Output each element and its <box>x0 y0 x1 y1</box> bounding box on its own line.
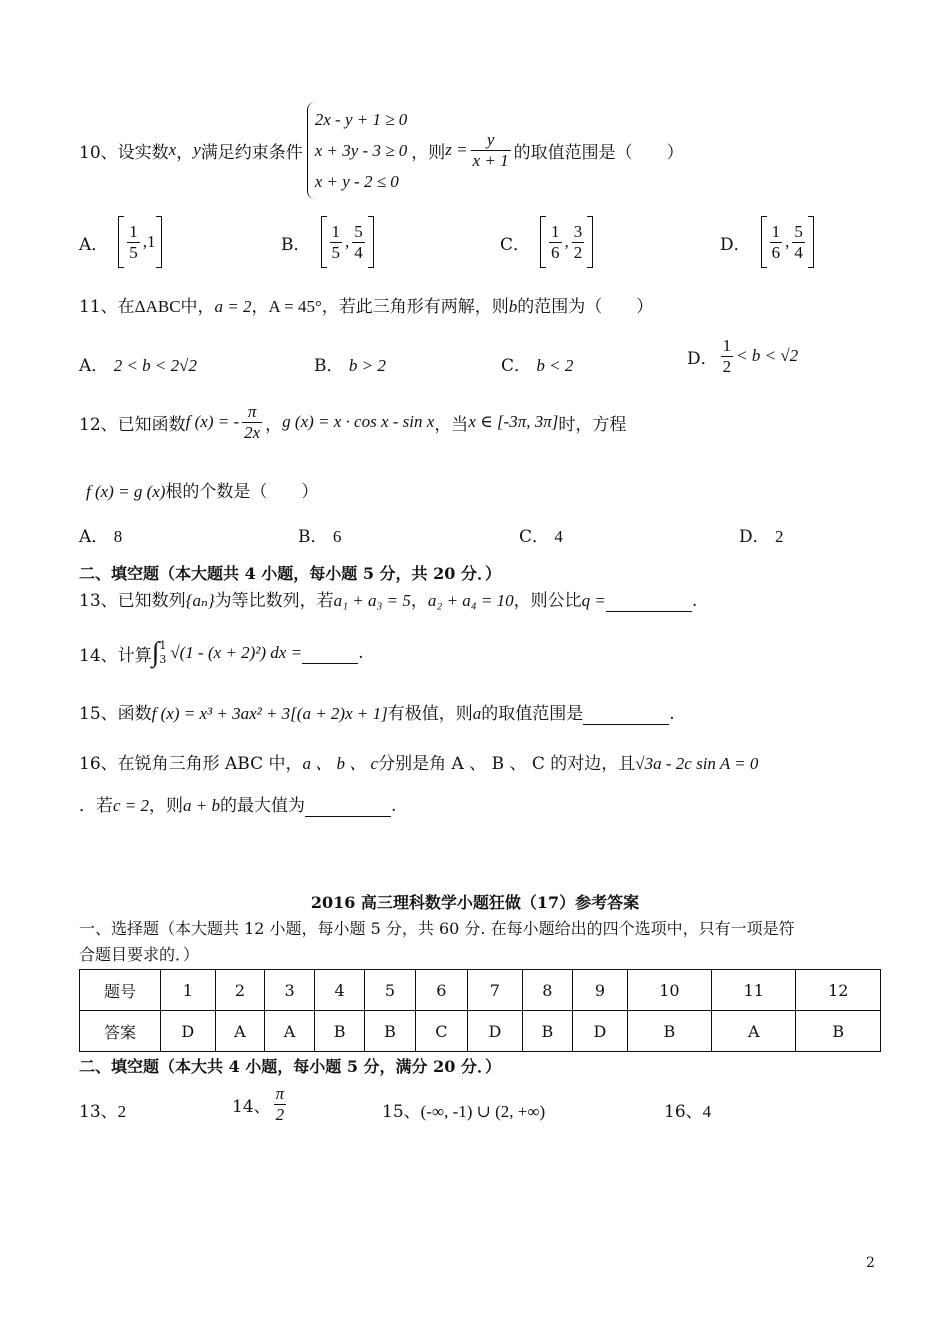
answers-title: 2016 高三理科数学小题狂做（17）参考答案 <box>310 893 640 912</box>
option-value: 8 <box>113 527 123 546</box>
table-cell: 3 <box>265 970 315 1011</box>
q12-option-b: B． 6 <box>298 527 342 547</box>
option-expr: < b < √2 <box>736 346 799 366</box>
q10-option-d: D． $\frac{1}{6}$ , $\frac{5}{4}$ <box>720 216 814 268</box>
table-cell: 5 <box>365 970 415 1011</box>
q10-constraint: x + y - 2 ≤ 0 <box>314 171 399 191</box>
q10-lead: 10、设实数 <box>79 142 169 163</box>
option-label: C． <box>500 234 531 255</box>
q10-var-x: x <box>168 140 177 159</box>
q11-option-d: D． $\frac{1}{2}$ < b < √2 <box>687 336 799 376</box>
table-header-cell: 答案 <box>80 1011 161 1052</box>
q12-option-a: A． 8 <box>79 527 123 547</box>
answer-fraction: $\frac{\pi}{2}$ <box>275 1084 285 1124</box>
option-expr: b > 2 <box>348 356 386 375</box>
q13-cond1: a₁ + a₃ = 5 <box>333 591 411 610</box>
table-cell: D <box>573 1011 628 1052</box>
option-expr: b < 2 <box>536 356 574 375</box>
q13-sequence: {aₙ} <box>185 591 215 610</box>
option-label: D． <box>720 234 751 255</box>
table-cell: B <box>796 1011 881 1052</box>
answer-value: 4 <box>702 1102 712 1121</box>
table-header-cell: 题号 <box>80 970 161 1011</box>
q10-then: ，则 <box>411 142 446 163</box>
option-value: 6 <box>332 527 342 546</box>
question-16-line2: ．若c = 2，则a + b的最大值为 . <box>79 796 397 816</box>
table-row <box>80 970 881 1011</box>
table-cell: B <box>314 1011 364 1052</box>
question-10 <box>79 102 684 198</box>
table-cell: B <box>627 1011 711 1052</box>
q15-function: f (x) = x³ + 3ax² + 3[(a + 2)x + 1] <box>151 704 388 723</box>
table-cell: 1 <box>161 970 216 1011</box>
option-fraction: $\frac{1}{2}$ <box>722 336 732 376</box>
option-fraction: $\frac{1}{5}$ <box>129 221 138 262</box>
q10-sep: ， <box>176 142 194 163</box>
q10-constraint-system <box>307 102 408 199</box>
table-cell: 6 <box>415 970 467 1011</box>
answers-section1-line1: 一、选择题（本大题共 12 小题，每小题 5 分，共 60 分. 在每小题给出的四个选项中，只有一项是符 <box>79 919 795 938</box>
q12-f-def: f (x) = - <box>185 412 240 432</box>
q10-mid: 满足约束条件 <box>200 142 303 163</box>
option-fraction: $\frac{1}{5}$ <box>331 221 340 262</box>
q16-vars: a 、 b 、 c <box>302 754 379 773</box>
answer-16: 16、4 <box>664 1102 712 1122</box>
q10-option-a: A． $\frac{1}{5}$ , 1 <box>79 216 162 268</box>
q12-option-d: D． 2 <box>739 527 784 547</box>
q16-equation: √3a - 2c sin A = 0 <box>635 754 759 773</box>
q10-constraint: 2x - y + 1 ≥ 0 <box>314 109 408 129</box>
table-cell: 10 <box>627 970 711 1011</box>
q11-option-a: A． 2 < b < 2√2 <box>79 356 197 376</box>
question-15: 15、函数f (x) = x³ + 3ax² + 3[(a + 2)x + 1]有极值，则a的取值范围是 . <box>79 704 675 724</box>
answers-section1-line2: 合题目要求的．） <box>79 945 200 964</box>
q11-cond-a: a = 2 <box>214 297 252 316</box>
option-fraction: $\frac{1}{6}$ <box>771 221 781 262</box>
q11-var-b: b <box>508 297 518 316</box>
q14-integrand: √(1 - (x + 2)²) dx = <box>170 643 303 662</box>
table-cell: 12 <box>796 970 881 1011</box>
question-13: 13、已知数列{aₙ}为等比数列，若a₁ + a₃ = 5，a₂ + a₄ = 10，则公比q = . <box>79 591 698 611</box>
answer-value: (-∞, -1) ∪ (2, +∞) <box>420 1102 546 1121</box>
table-cell: 9 <box>573 970 628 1011</box>
answers-table <box>79 969 881 1052</box>
option-value: 1 <box>147 232 156 251</box>
table-cell: 4 <box>314 970 364 1011</box>
option-label: B． <box>281 234 311 255</box>
option-expr: 2 < b < 2√2 <box>113 356 197 375</box>
q12-f-fraction: $\frac{\pi}{2x}$ <box>244 402 261 442</box>
q11-option-c: C． b < 2 <box>501 356 574 376</box>
answer-14: 14、 $\frac{\pi}{2}$ <box>232 1084 285 1124</box>
q10-var-y: y <box>193 140 201 159</box>
q12-option-c: C． 4 <box>519 527 563 547</box>
table-cell: C <box>415 1011 467 1052</box>
table-cell: 11 <box>712 970 796 1011</box>
q15-answer-blank[interactable] <box>583 704 669 725</box>
q12-range: x ∈ [-3π, 3π] <box>468 412 559 432</box>
table-cell: 8 <box>522 970 572 1011</box>
option-value: 4 <box>554 527 563 546</box>
q10-z-denominator: x + 1 <box>472 150 509 170</box>
q11-cond-angle: A = 45° <box>268 297 322 316</box>
q10-constraint: x + 3y - 3 ≥ 0 <box>314 140 408 160</box>
option-fraction: $\frac{1}{6}$ <box>551 221 560 262</box>
q11-triangle: ΔABC <box>134 297 181 316</box>
q12-g-def: g (x) = x · cos x - sin x <box>282 412 435 432</box>
option-fraction: $\frac{3}{2}$ <box>573 221 583 262</box>
page-number: 2 <box>866 1255 875 1271</box>
q11-option-b: B． b > 2 <box>314 356 386 376</box>
option-label: A． <box>79 234 109 255</box>
q16-answer-blank[interactable] <box>305 796 391 817</box>
q14-answer-blank[interactable] <box>302 643 358 664</box>
question-14: 14、计算 ∫ 1 3 √(1 - (x + 2)²) dx = . <box>79 637 364 668</box>
q10-z-numerator: y <box>471 130 511 151</box>
question-16: 16、在锐角三角形 ABC 中，a 、 b 、 c分别是角 A 、 B 、 C 的对边，且√3a - 2c sin A = 0 <box>79 754 759 774</box>
q12-equation: f (x) = g (x) <box>86 482 166 501</box>
question-11: 11、在ΔABC中，a = 2，A = 45°，若此三角形有两解，则b的范围为（ ） <box>79 297 654 317</box>
q10-z-lhs: z = <box>445 140 468 159</box>
q10-option-b: B． $\frac{1}{5}$ , $\frac{5}{4}$ <box>281 216 374 268</box>
q13-cond2: a₂ + a₄ = 10 <box>427 591 514 610</box>
q10-z-fraction <box>471 130 511 170</box>
table-cell: B <box>522 1011 572 1052</box>
q13-answer-blank[interactable] <box>606 591 692 612</box>
option-value: 2 <box>775 527 784 546</box>
q10-option-c: C． $\frac{1}{6}$ , $\frac{3}{2}$ <box>500 216 593 268</box>
table-cell: D <box>468 1011 523 1052</box>
question-12: 12、已知函数 f (x) = - $\frac{\pi}{2x}$ ， g (x) = x · cos x - sin x ，当 x ∈ [-3π, 3π] 时，方程 <box>79 402 627 442</box>
table-row <box>80 1011 881 1052</box>
table-cell: 7 <box>468 970 523 1011</box>
table-cell: 2 <box>215 970 265 1011</box>
answer-15: 15、(-∞, -1) ∪ (2, +∞) <box>382 1102 546 1122</box>
integral-sign-icon: ∫ <box>151 637 160 668</box>
answers-section2-title: 二、填空题（本大共 4 小题，每小题 5 分，满分 20 分．） <box>79 1057 501 1076</box>
question-12-line2: f (x) = g (x)根的个数是（ ） <box>86 482 319 502</box>
table-cell: D <box>161 1011 216 1052</box>
table-cell: A <box>712 1011 796 1052</box>
answer-13: 13、2 <box>79 1102 127 1122</box>
table-cell: A <box>215 1011 265 1052</box>
answer-value: 2 <box>117 1102 127 1121</box>
option-fraction: $\frac{5}{4}$ <box>794 221 803 262</box>
option-fraction: $\frac{5}{4}$ <box>354 221 363 262</box>
table-cell: A <box>265 1011 315 1052</box>
section-fill-in-title: 二、填空题（本大题共 4 小题，每小题 5 分，共 20 分．） <box>79 564 501 583</box>
table-cell: B <box>365 1011 415 1052</box>
q10-tail: 的取值范围是（ ） <box>513 142 684 163</box>
